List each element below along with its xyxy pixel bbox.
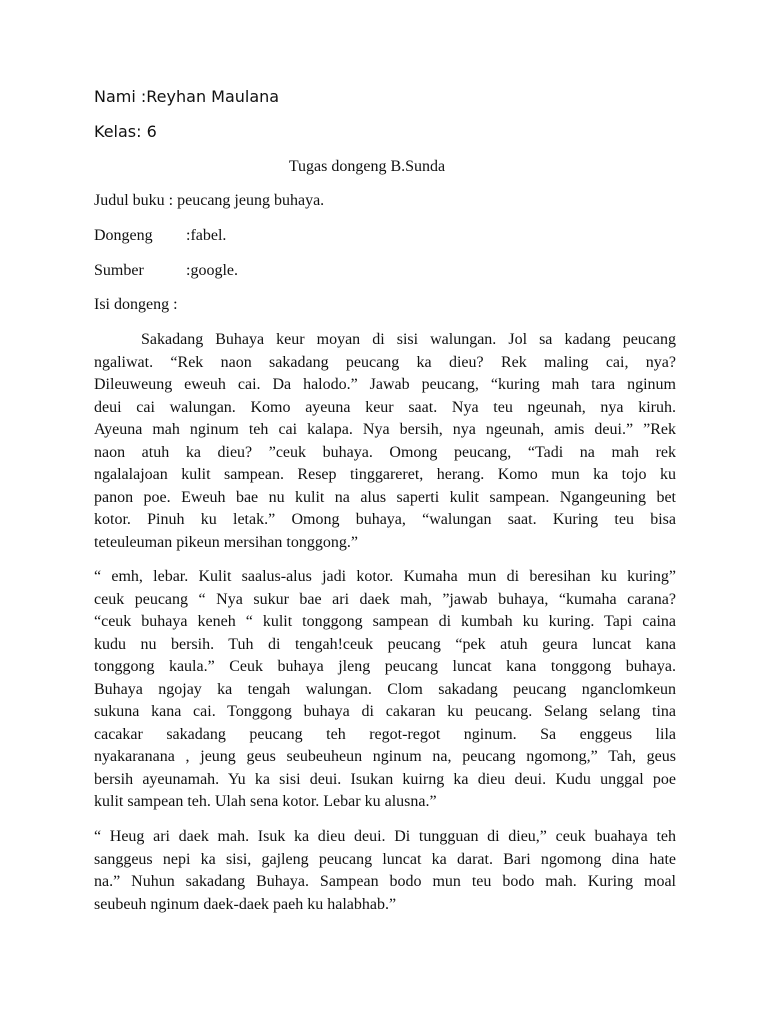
source-value: :google.	[186, 262, 238, 279]
story-type-label: Dongeng	[94, 227, 153, 244]
student-name-line: Nami :Reyhan Maulana	[94, 87, 280, 106]
source-label: Sumber	[94, 262, 144, 279]
paragraph-line: panon poe. Eweuh bae nu kulit na alus saperti kulit sampean. Ngangeuning bet	[94, 488, 676, 506]
story-type-value: :fabel.	[186, 227, 227, 244]
story-paragraph-2	[94, 566, 676, 814]
paragraph-line: Ayeuna mah nginum teh cai kalapa. Nya bersih, nya ngeunah, amis deui.” ”Rek	[94, 421, 676, 438]
paragraph-line: sanggeus nepi ka sisi, gajleng peucang luncat ka darat. Bari ngomong dina hate	[94, 850, 676, 868]
paragraph-line: na.” Nuhun sakadang Buhaya. Sampean bodo mun teu bodo mah. Kuring moal	[94, 873, 676, 890]
paragraph-line: cacakar sakadang peucang teh regot-regot nginum. Sa enggeus lila	[94, 725, 676, 743]
paragraph-line: “ Heug ari daek mah. Isuk ka dieu deui. Di tungguan di dieu,” ceuk buahaya teh	[94, 828, 676, 845]
story-paragraph-3	[94, 826, 676, 916]
paragraph-line: kudu nu bersih. Tuh di tengah!ceuk peucang “pek atuh geura luncat kana	[94, 635, 676, 653]
book-title-line	[94, 192, 324, 210]
paragraph-line: ngaliwat. “Rek naon sakadang peucang ka dieu? Rek maling cai, nya?	[94, 353, 676, 371]
book-title-label: Judul buku :	[94, 192, 178, 209]
paragraph-line: “ceuk buhaya keneh “ kulit tonggong sampean di kumbah ku kuring. Tapi caina	[94, 613, 676, 630]
paragraph-line: ceuk peucang “ Nya sukur bae ari daek mah, ”jawab buhaya, “kumaha carana?	[94, 590, 676, 608]
paragraph-line: deui cai walungan. Komo ayeuna keur saat. Nya teu ngeunah, nya kiruh.	[94, 398, 676, 416]
paragraph-line: teteuleuman pikeun mersihan tonggong.”	[94, 533, 358, 551]
paragraph-line: nyakaranana , jeung geus seubeuheun nginum na, peucang ngomong,” Tah, geus	[94, 748, 676, 765]
paragraph-line: “ emh, lebar. Kulit saalus-alus jadi kotor. Kumaha mun di beresihan ku kuring”	[94, 568, 676, 585]
paragraph-line: kotor. Pinuh ku letak.” Omong buhaya, “walungan saat. Kuring teu bisa	[94, 511, 676, 528]
document-title: Tugas dongeng B.Sunda	[288, 158, 446, 175]
paragraph-line: seubeuh nginum daek-daek paeh ku halabhab.”	[94, 895, 397, 913]
paragraph-line: kulit sampean teh. Ulah sena kotor. Lebar ku alusna.”	[94, 793, 437, 810]
story-type-line	[94, 227, 226, 245]
paragraph-line: ngalalajoan kulit sampean. Resep tinggareret, herang. Komo mun ka tojo ku	[94, 466, 676, 483]
paragraph-line: naon atuh ka dieu? ”ceuk buhaya. Omong peucang, “Tadi na mah rek	[94, 443, 676, 461]
paragraph-line: tonggong kaula.” Ceuk buhaya jleng peucang luncat kana tonggong buhaya.	[94, 658, 676, 675]
source-line	[94, 262, 238, 280]
student-class-line: Kelas: 6	[94, 122, 157, 141]
book-title-value: peucang jeung buhaya.	[177, 192, 325, 209]
paragraph-line: Dileuweung eweuh cai. Da halodo.” Jawab peucang, “kuring mah tara nginum	[94, 376, 676, 393]
story-paragraph-1	[94, 329, 676, 554]
paragraph-line: sukuna kana cai. Tonggong buhaya di cakaran ku peucang. Selang selang tina	[94, 703, 676, 720]
story-content-label: Isi dongeng :	[94, 296, 178, 313]
paragraph-line: Buhaya ngojay ka tengah walungan. Clom sakadang peucang nganclomkeun	[94, 680, 676, 698]
paragraph-line: bersih ayeunamah. Yu ka sisi deui. Isukan kuirng ka dieu deui. Kudu unggal poe	[94, 770, 676, 788]
paragraph-line: Sakadang Buhaya keur moyan di sisi walungan. Jol sa kadang peucang	[141, 331, 676, 348]
